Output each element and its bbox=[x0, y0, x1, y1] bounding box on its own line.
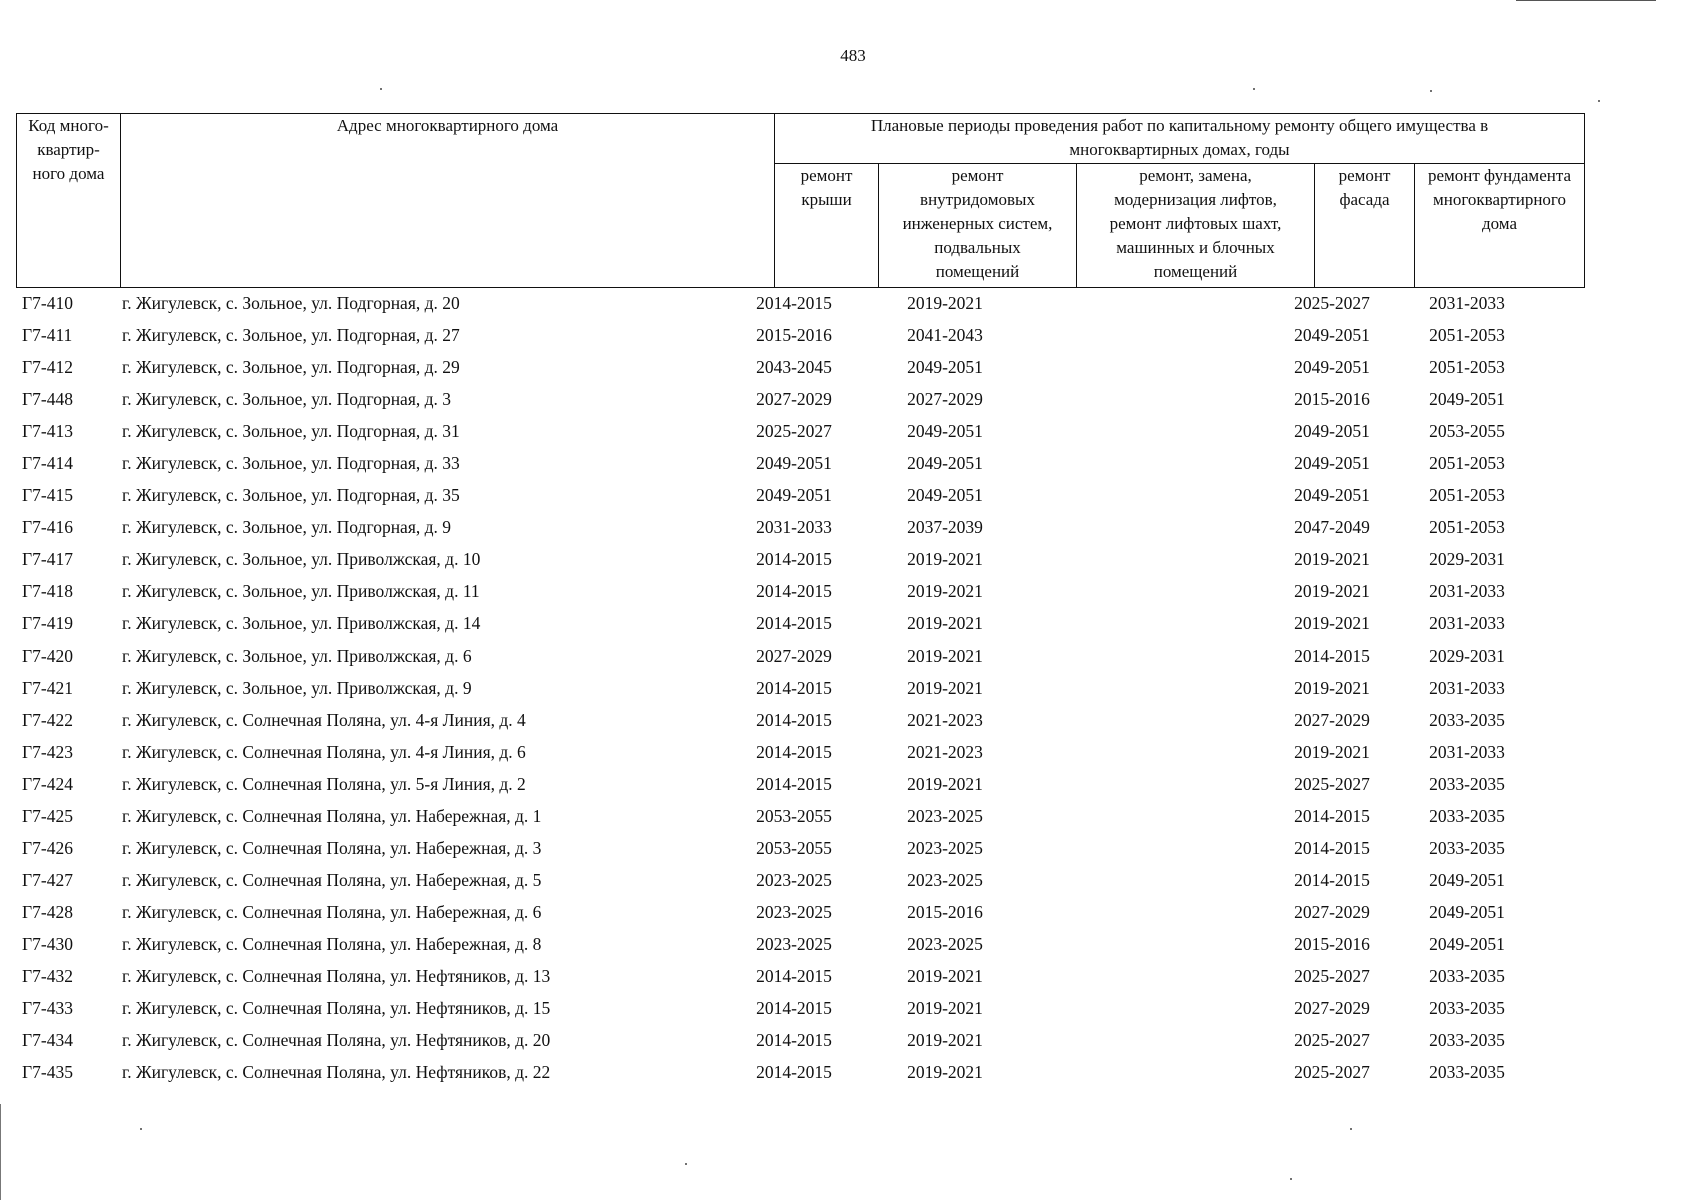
row-roof: 2014-2015 bbox=[756, 709, 832, 730]
row-code: Г7-424 bbox=[22, 773, 73, 794]
header-line: модернизация лифтов, bbox=[1114, 190, 1277, 209]
row-foundation: 2049-2051 bbox=[1429, 901, 1505, 922]
row-facade: 2019-2021 bbox=[1294, 741, 1370, 762]
row-code: Г7-422 bbox=[22, 709, 73, 730]
row-code: Г7-416 bbox=[22, 517, 73, 538]
row-code: Г7-418 bbox=[22, 581, 73, 602]
row-roof: 2049-2051 bbox=[756, 453, 832, 474]
row-facade: 2049-2051 bbox=[1294, 325, 1370, 346]
header-col-engineering bbox=[879, 164, 1077, 288]
row-code: Г7-448 bbox=[22, 389, 73, 410]
row-foundation: 2033-2035 bbox=[1429, 1062, 1505, 1083]
header-line: ремонт фундамента bbox=[1427, 166, 1572, 185]
row-address: г. Жигулевск, с. Солнечная Поляна, ул. Набережная, д. 5 bbox=[122, 869, 542, 890]
row-roof: 2027-2029 bbox=[756, 389, 832, 410]
row-engineering: 2049-2051 bbox=[907, 485, 983, 506]
row-foundation: 2033-2035 bbox=[1429, 965, 1505, 986]
row-foundation: 2053-2055 bbox=[1429, 421, 1505, 442]
row-foundation: 2049-2051 bbox=[1429, 389, 1505, 410]
row-engineering: 2019-2021 bbox=[907, 581, 983, 602]
row-engineering: 2019-2021 bbox=[907, 293, 983, 313]
row-roof: 2049-2051 bbox=[756, 485, 832, 506]
row-facade: 2015-2016 bbox=[1294, 389, 1370, 410]
row-foundation: 2031-2033 bbox=[1429, 293, 1505, 313]
row-foundation: 2033-2035 bbox=[1429, 709, 1505, 730]
header-line: внутридомовых bbox=[920, 190, 1035, 209]
row-facade: 2025-2027 bbox=[1294, 1030, 1370, 1051]
row-engineering: 2049-2051 bbox=[907, 453, 983, 474]
row-code: Г7-428 bbox=[22, 901, 73, 922]
row-engineering: 2019-2021 bbox=[907, 1030, 983, 1051]
row-roof: 2053-2055 bbox=[756, 805, 832, 826]
row-roof: 2023-2025 bbox=[756, 901, 832, 922]
row-address: г. Жигулевск, с. Зольное, ул. Приволжская, д. 10 bbox=[122, 549, 481, 570]
row-code: Г7-411 bbox=[22, 325, 73, 346]
row-foundation: 2031-2033 bbox=[1429, 581, 1505, 602]
row-engineering: 2049-2051 bbox=[907, 421, 983, 442]
row-roof: 2015-2016 bbox=[756, 325, 832, 346]
row-address: г. Жигулевск, с. Солнечная Поляна, ул. 4-я Линия, д. 6 bbox=[122, 741, 526, 762]
row-engineering: 2021-2023 bbox=[907, 741, 983, 762]
row-address: г. Жигулевск, с. Зольное, ул. Приволжская, д. 9 bbox=[122, 677, 472, 698]
row-roof: 2014-2015 bbox=[756, 998, 832, 1019]
scan-speck bbox=[685, 1163, 687, 1165]
row-foundation: 2049-2051 bbox=[1429, 933, 1505, 954]
row-code: Г7-420 bbox=[22, 645, 73, 666]
row-facade: 2025-2027 bbox=[1294, 773, 1370, 794]
row-address: г. Жигулевск, с. Солнечная Поляна, ул. Нефтяников, д. 15 bbox=[122, 998, 551, 1019]
row-address: г. Жигулевск, с. Зольное, ул. Приволжская, д. 6 bbox=[122, 645, 472, 666]
row-address: г. Жигулевск, с. Зольное, ул. Подгорная, д. 35 bbox=[122, 485, 460, 506]
row-facade: 2049-2051 bbox=[1294, 485, 1370, 506]
row-code: Г7-412 bbox=[22, 357, 73, 378]
header-line: ремонт bbox=[951, 166, 1004, 185]
row-foundation: 2031-2033 bbox=[1429, 741, 1505, 762]
header-line: подвальных bbox=[934, 238, 1021, 257]
header-line: помещений bbox=[1153, 262, 1238, 281]
row-address: г. Жигулевск, с. Зольное, ул. Приволжская, д. 11 bbox=[122, 581, 480, 602]
header-line: многоквартирного bbox=[1433, 190, 1566, 209]
row-engineering: 2049-2051 bbox=[907, 357, 983, 378]
row-engineering: 2023-2025 bbox=[907, 869, 983, 890]
scan-artifact-line bbox=[1516, 0, 1656, 1]
page-number: 483 bbox=[840, 46, 866, 65]
row-address: г. Жигулевск, с. Солнечная Поляна, ул. 5-я Линия, д. 2 bbox=[122, 773, 526, 794]
header-col-roof bbox=[775, 164, 879, 288]
header-line: ремонт лифтовых шахт, bbox=[1109, 214, 1282, 233]
header-col-facade bbox=[1315, 164, 1415, 288]
row-facade: 2049-2051 bbox=[1294, 357, 1370, 378]
row-facade: 2027-2029 bbox=[1294, 998, 1370, 1019]
header-address-label: Адрес многоквартирного дома bbox=[336, 116, 559, 135]
row-facade: 2047-2049 bbox=[1294, 517, 1370, 538]
row-foundation: 2051-2053 bbox=[1429, 485, 1505, 506]
row-roof: 2014-2015 bbox=[756, 1062, 832, 1083]
row-roof: 2023-2025 bbox=[756, 869, 832, 890]
row-facade: 2014-2015 bbox=[1294, 869, 1370, 890]
table-header bbox=[16, 113, 1585, 288]
scan-speck bbox=[1430, 90, 1432, 92]
row-code: Г7-433 bbox=[22, 998, 73, 1019]
header-periods-line: Плановые периоды проведения работ по капитальному ремонту общего имущества в bbox=[870, 116, 1489, 135]
row-roof: 2031-2033 bbox=[756, 517, 832, 538]
row-foundation: 2029-2031 bbox=[1429, 645, 1505, 666]
row-engineering: 2019-2021 bbox=[907, 773, 983, 794]
row-roof: 2014-2015 bbox=[756, 741, 832, 762]
row-address: г. Жигулевск, с. Зольное, ул. Подгорная, д. 9 bbox=[122, 517, 452, 538]
row-engineering: 2019-2021 bbox=[907, 645, 983, 666]
scan-speck bbox=[1290, 1178, 1292, 1180]
row-engineering: 2019-2021 bbox=[907, 677, 983, 698]
header-line: инженерных систем, bbox=[902, 214, 1053, 233]
header-line: ремонт bbox=[1338, 166, 1391, 185]
row-foundation: 2051-2053 bbox=[1429, 357, 1505, 378]
header-code-line: квартир- bbox=[37, 140, 100, 159]
row-address: г. Жигулевск, с. Зольное, ул. Подгорная, д. 20 bbox=[122, 293, 460, 313]
header-line: фасада bbox=[1339, 190, 1390, 209]
row-address: г. Жигулевск, с. Зольное, ул. Приволжская, д. 14 bbox=[122, 613, 481, 634]
row-facade: 2019-2021 bbox=[1294, 677, 1370, 698]
row-engineering: 2041-2043 bbox=[907, 325, 983, 346]
row-code: Г7-421 bbox=[22, 677, 73, 698]
row-roof: 2043-2045 bbox=[756, 357, 832, 378]
header-col-foundation bbox=[1415, 164, 1585, 288]
row-roof: 2014-2015 bbox=[756, 613, 832, 634]
row-engineering: 2037-2039 bbox=[907, 517, 983, 538]
row-code: Г7-414 bbox=[22, 453, 73, 474]
row-engineering: 2023-2025 bbox=[907, 933, 983, 954]
scan-speck bbox=[1598, 100, 1600, 102]
row-facade: 2025-2027 bbox=[1294, 293, 1370, 313]
row-foundation: 2051-2053 bbox=[1429, 517, 1505, 538]
row-engineering: 2015-2016 bbox=[907, 901, 983, 922]
row-roof: 2014-2015 bbox=[756, 773, 832, 794]
row-code: Г7-419 bbox=[22, 613, 73, 634]
row-facade: 2049-2051 bbox=[1294, 421, 1370, 442]
row-foundation: 2033-2035 bbox=[1429, 998, 1505, 1019]
row-code: Г7-425 bbox=[22, 805, 73, 826]
row-facade: 2025-2027 bbox=[1294, 965, 1370, 986]
row-foundation: 2029-2031 bbox=[1429, 549, 1505, 570]
row-facade: 2027-2029 bbox=[1294, 709, 1370, 730]
row-facade: 2019-2021 bbox=[1294, 549, 1370, 570]
row-foundation: 2031-2033 bbox=[1429, 613, 1505, 634]
row-engineering: 2019-2021 bbox=[907, 998, 983, 1019]
row-foundation: 2033-2035 bbox=[1429, 1030, 1505, 1051]
header-address bbox=[121, 114, 775, 288]
header-col-lifts bbox=[1077, 164, 1315, 288]
row-engineering: 2019-2021 bbox=[907, 613, 983, 634]
row-foundation: 2033-2035 bbox=[1429, 837, 1505, 858]
row-foundation: 2031-2033 bbox=[1429, 677, 1505, 698]
header-line: дома bbox=[1481, 214, 1517, 233]
row-facade: 2019-2021 bbox=[1294, 581, 1370, 602]
row-foundation: 2033-2035 bbox=[1429, 773, 1505, 794]
row-foundation: 2051-2053 bbox=[1429, 453, 1505, 474]
row-engineering: 2021-2023 bbox=[907, 709, 983, 730]
header-line: помещений bbox=[935, 262, 1020, 281]
row-address: г. Жигулевск, с. Солнечная Поляна, ул. Нефтяников, д. 22 bbox=[122, 1062, 551, 1083]
scan-margin-line bbox=[0, 1104, 1, 1200]
header-line: крыши bbox=[801, 190, 852, 209]
row-code: Г7-417 bbox=[22, 549, 73, 570]
header-code bbox=[17, 114, 121, 288]
row-engineering: 2019-2021 bbox=[907, 1062, 983, 1083]
row-facade: 2015-2016 bbox=[1294, 933, 1370, 954]
row-code: Г7-423 bbox=[22, 741, 73, 762]
row-address: г. Жигулевск, с. Солнечная Поляна, ул. Набережная, д. 3 bbox=[122, 837, 542, 858]
scan-speck bbox=[1253, 88, 1255, 90]
row-engineering: 2027-2029 bbox=[907, 389, 983, 410]
row-code: Г7-415 bbox=[22, 485, 73, 506]
row-address: г. Жигулевск, с. Солнечная Поляна, ул. 4-я Линия, д. 4 bbox=[122, 709, 526, 730]
row-code: Г7-410 bbox=[22, 293, 73, 313]
row-foundation: 2051-2053 bbox=[1429, 325, 1505, 346]
row-engineering: 2023-2025 bbox=[907, 805, 983, 826]
row-foundation: 2049-2051 bbox=[1429, 869, 1505, 890]
row-code: Г7-427 bbox=[22, 869, 73, 890]
row-address: г. Жигулевск, с. Солнечная Поляна, ул. Набережная, д. 1 bbox=[122, 805, 542, 826]
row-roof: 2027-2029 bbox=[756, 645, 832, 666]
header-code-line: Код много- bbox=[28, 116, 109, 135]
row-roof: 2025-2027 bbox=[756, 421, 832, 442]
scan-speck bbox=[1350, 1128, 1352, 1130]
row-roof: 2014-2015 bbox=[756, 677, 832, 698]
row-roof: 2053-2055 bbox=[756, 837, 832, 858]
row-code: Г7-426 bbox=[22, 837, 73, 858]
row-code: Г7-432 bbox=[22, 965, 73, 986]
row-facade: 2014-2015 bbox=[1294, 837, 1370, 858]
scan-speck bbox=[140, 1128, 142, 1130]
row-facade: 2014-2015 bbox=[1294, 645, 1370, 666]
row-roof: 2014-2015 bbox=[756, 1030, 832, 1051]
header-line: ремонт, замена, bbox=[1139, 166, 1252, 185]
row-engineering: 2019-2021 bbox=[907, 549, 983, 570]
row-address: г. Жигулевск, с. Зольное, ул. Подгорная, д. 33 bbox=[122, 453, 460, 474]
row-code: Г7-413 bbox=[22, 421, 73, 442]
row-engineering: 2019-2021 bbox=[907, 965, 983, 986]
row-address: г. Жигулевск, с. Солнечная Поляна, ул. Набережная, д. 6 bbox=[122, 901, 542, 922]
row-code: Г7-430 bbox=[22, 933, 73, 954]
header-periods-line: многоквартирных домах, годы bbox=[1069, 140, 1290, 159]
row-facade: 2014-2015 bbox=[1294, 805, 1370, 826]
row-facade: 2019-2021 bbox=[1294, 613, 1370, 634]
row-address: г. Жигулевск, с. Зольное, ул. Подгорная, д. 31 bbox=[122, 421, 460, 442]
row-facade: 2027-2029 bbox=[1294, 901, 1370, 922]
row-code: Г7-435 bbox=[22, 1062, 73, 1083]
row-roof: 2023-2025 bbox=[756, 933, 832, 954]
row-address: г. Жигулевск, с. Зольное, ул. Подгорная, д. 29 bbox=[122, 357, 460, 378]
row-roof: 2014-2015 bbox=[756, 549, 832, 570]
row-facade: 2025-2027 bbox=[1294, 1062, 1370, 1083]
scan-speck bbox=[380, 88, 382, 90]
header-periods bbox=[775, 114, 1585, 164]
header-line: машинных и блочных bbox=[1116, 238, 1275, 257]
row-address: г. Жигулевск, с. Зольное, ул. Подгорная, д. 27 bbox=[122, 325, 460, 346]
row-address: г. Жигулевск, с. Зольное, ул. Подгорная, д. 3 bbox=[122, 389, 452, 410]
row-code: Г7-434 bbox=[22, 1030, 73, 1051]
row-address: г. Жигулевск, с. Солнечная Поляна, ул. Нефтяников, д. 13 bbox=[122, 965, 551, 986]
row-address: г. Жигулевск, с. Солнечная Поляна, ул. Набережная, д. 8 bbox=[122, 933, 542, 954]
row-roof: 2014-2015 bbox=[756, 293, 832, 313]
header-line: ремонт bbox=[800, 166, 853, 185]
row-facade: 2049-2051 bbox=[1294, 453, 1370, 474]
header-code-line: ного дома bbox=[32, 164, 105, 183]
row-address: г. Жигулевск, с. Солнечная Поляна, ул. Нефтяников, д. 20 bbox=[122, 1030, 551, 1051]
row-roof: 2014-2015 bbox=[756, 965, 832, 986]
row-engineering: 2023-2025 bbox=[907, 837, 983, 858]
row-foundation: 2033-2035 bbox=[1429, 805, 1505, 826]
row-roof: 2014-2015 bbox=[756, 581, 832, 602]
